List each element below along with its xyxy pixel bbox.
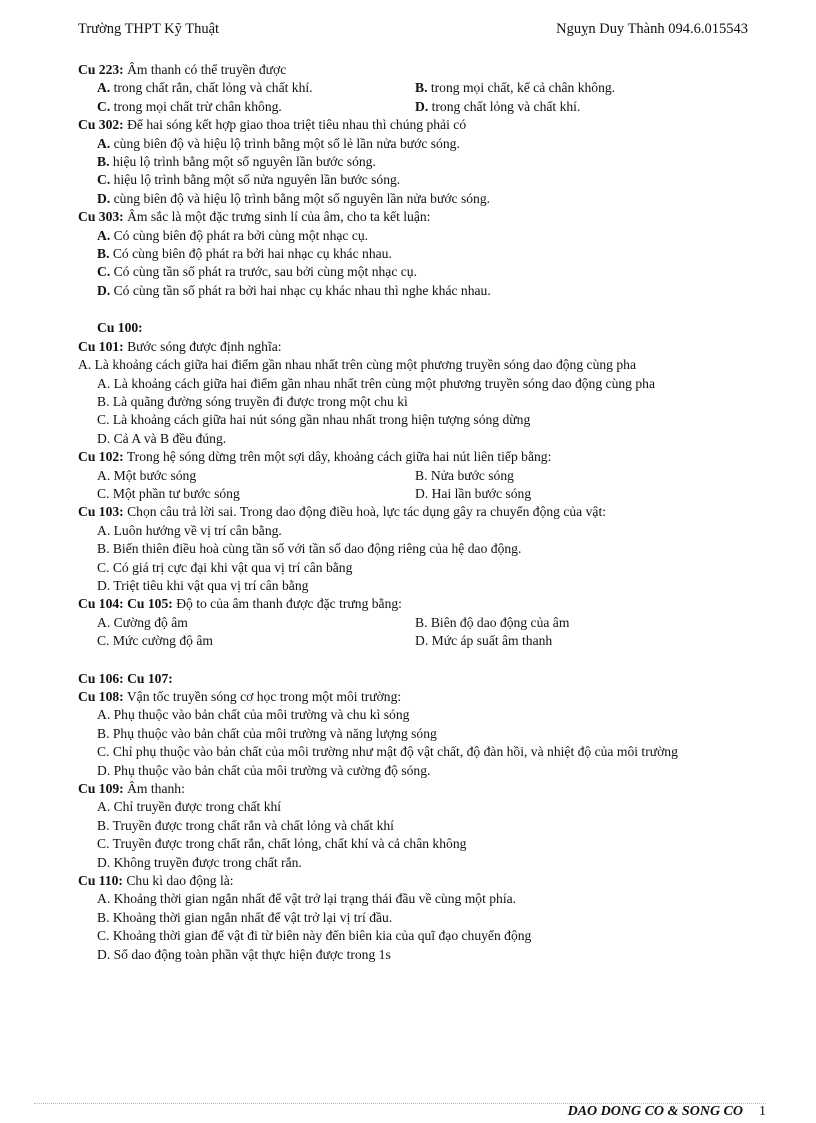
header-author: Nguỵn Duy Thành 094.6.015543 (556, 21, 748, 37)
answer-row (78, 98, 746, 116)
answer-a: A. Khoảng thời gian ngắn nhất để vật trở lại trạng thái đầu về cùng một phía. (97, 891, 517, 907)
answer-row (78, 79, 746, 97)
question-109: Cu 109: Âm thanh: (78, 781, 185, 797)
answer-b: B. Phụ thuộc vào bản chất của môi trường và năng lượng sóng (97, 725, 437, 741)
header-school: Trường THPT Kỹ Thuật (78, 21, 220, 37)
answer-b: B. Có cùng biên độ phát ra bởi hai nhạc cụ khác nhau. (97, 246, 392, 262)
answer-b: B. Biến thiên điều hoà cùng tần số với tần số dao động riêng của hệ dao động. (97, 541, 522, 557)
answer-a: A. cùng biên độ và hiệu lộ trình bằng một số lẻ lần nửa bước sóng. (97, 135, 460, 151)
answer-b: B. Nửa bước sóng (415, 467, 514, 483)
question-302: Cu 302: Để hai sóng kết hợp giao thoa triệt tiêu nhau thì chúng phải có (78, 117, 467, 133)
answer-a: A. Luôn hướng về vị trí cân bằng. (97, 522, 282, 538)
document-body (78, 61, 746, 964)
answer-d: D. Cả A và B đều đúng. (97, 430, 227, 446)
answer-c: C. Một phần tư bước sóng (97, 485, 240, 501)
answer-b: B. Truyền được trong chất rắn và chất lỏng và chất khí (97, 817, 394, 833)
answer-b: B. Là quãng đường sóng truyền đi được trong một chu kì (97, 393, 408, 409)
answer-row (78, 467, 746, 485)
question-102: Cu 102: Trong hệ sóng dừng trên một sợi dây, khoảng cách giữa hai nút liên tiếp bằng: (78, 449, 552, 465)
answer-a: A. Có cùng biên độ phát ra bởi cùng một nhạc cụ. (97, 227, 369, 243)
answer-d: D. cùng biên độ và hiệu lộ trình bằng một số nguyên lần nửa bước sóng. (97, 190, 491, 206)
question-110: Cu 110: Chu kì dao động là: (78, 873, 234, 889)
answer-b: B. Biên độ dao động của âm (415, 614, 570, 630)
answer-c: C. Khoảng thời gian để vật đi từ biên này đến biên kia của quĩ đạo chuyển động (97, 928, 532, 944)
question-104: Cu 104: Cu 105: Độ to của âm thanh được đặc trưng bằng: (78, 596, 402, 612)
answer-c: C. Có cùng tần số phát ra trước, sau bởi cùng một nhạc cụ. (97, 264, 417, 280)
answer-d: D. Phụ thuộc vào bản chất của môi trường và cường độ sóng. (97, 762, 431, 778)
answer-b: B. Khoảng thời gian ngắn nhất để vật trở lại vị trí đầu. (97, 909, 393, 925)
answer-a: A. Là khoảng cách giữa hai điểm gần nhau nhất trên cùng một phương truyền sóng dao động cùng pha (78, 357, 636, 373)
answer-c: C. Là khoảng cách giữa hai nút sóng gần nhau nhất trong hiện tượng sóng dừng (97, 412, 531, 428)
answer-c: C. trong mọi chất trừ chân không. (97, 98, 282, 114)
answer-row (78, 614, 746, 632)
footer-title: DAO DONG CO & SONG CO (567, 1104, 743, 1119)
answer-c: C. Truyền được trong chất rắn, chất lỏng, chất khí và cả chân không (97, 836, 467, 852)
answer-d: D. Có cùng tần số phát ra bởi hai nhạc cụ khác nhau thì nghe khác nhau. (97, 282, 491, 298)
answer-c: C. Có giá trị cực đại khi vật qua vị trí cân bằng (97, 559, 353, 575)
answer-c: C. hiệu lộ trình bằng một số nửa nguyên lần bước sóng. (97, 172, 401, 188)
question-303: Cu 303: Âm sắc là một đặc trưng sinh lí của âm, cho ta kết luận: (78, 209, 431, 225)
answer-a: A. Phụ thuộc vào bản chất của môi trường và chu kì sóng (97, 707, 410, 723)
answer-b: B. hiệu lộ trình bằng một số nguyên lần bước sóng. (97, 154, 376, 170)
answer-a: A. Cường độ âm (97, 614, 188, 630)
answer-b: B. trong mọi chất, kể cả chân không. (415, 80, 616, 96)
answer-d: D. Mức áp suất âm thanh (415, 633, 553, 649)
answer-d: D. Không truyền được trong chất rắn. (97, 854, 302, 870)
question-103: Cu 103: Chọn câu trả lời sai. Trong dao động điều hoà, lực tác dụng gây ra chuyển động của vật: (78, 504, 607, 520)
answer-a: A. Chỉ truyền được trong chất khí (97, 799, 282, 815)
question-label: Cu 223: (78, 62, 124, 77)
question-101: Cu 101: Bước sóng được định nghĩa: (78, 338, 282, 354)
question-223 (78, 61, 746, 79)
page-footer (34, 1103, 766, 1120)
answer-d: D. trong chất lỏng và chất khí. (415, 98, 581, 114)
answer-c: C. Mức cường độ âm (97, 633, 213, 649)
answer-row (78, 485, 746, 503)
question-108: Cu 108: Vận tốc truyền sóng cơ học trong một môi trường: (78, 689, 402, 704)
answer-d: D. Số dao động toàn phần vật thực hiện được trong 1s (97, 946, 391, 962)
question-106: Cu 106: Cu 107: (78, 670, 173, 686)
answer-a: A. trong chất rắn, chất lỏng và chất khí. (97, 80, 313, 96)
answer-d: D. Triệt tiêu khi vật qua vị trí cân bằng (97, 577, 309, 593)
answer-d: D. Hai lần bước sóng (415, 485, 532, 501)
answer-a-repeat: A. Là khoảng cách giữa hai điểm gần nhau nhất trên cùng một phương truyền sóng dao động cùng pha (97, 375, 655, 391)
answer-c: C. Chỉ phụ thuộc vào bản chất của môi trường như mật độ vật chất, độ đàn hồi, và nhiệt độ của môi trường (97, 744, 678, 760)
answer-a: A. Một bước sóng (97, 467, 197, 483)
question-100: Cu 100: (97, 320, 143, 336)
answer-row (78, 632, 746, 650)
page-number: 1 (759, 1104, 766, 1119)
question-text: Âm thanh có thể truyền được (123, 62, 287, 77)
